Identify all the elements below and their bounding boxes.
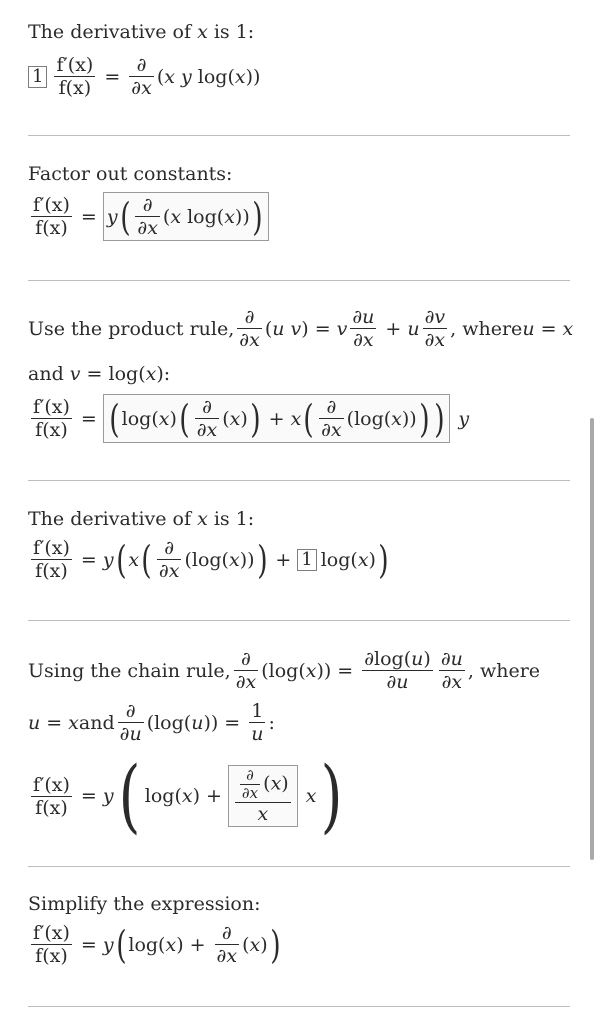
divider	[28, 866, 570, 867]
divider	[28, 620, 570, 621]
step-caption: The derivative of x is 1:	[28, 21, 255, 43]
step-1	[28, 20, 568, 110]
step-number-badge: 1	[297, 549, 316, 571]
step-caption: Factor out constants:	[28, 163, 233, 185]
step-6	[28, 892, 568, 992]
step-equation: $\frac{f'(x)}{f(x)}$ = y ( $\frac{\partial}{\partial x}$ (x log(x)) )	[28, 192, 269, 241]
divider	[28, 480, 570, 481]
step-equation: $\frac{f'(x)}{f(x)}$ = y ( x ( $\frac{\partial}{\partial x}$ (log( x )) ) + 1 log(x) )	[33, 537, 389, 582]
step-number-badge: 1	[28, 66, 47, 88]
step-3	[28, 306, 574, 456]
step-4	[28, 507, 568, 607]
step-caption-line2: u = x and $\frac{\partial}{\partial u}$ (log(u)) = $\frac{1}{u}$ :	[28, 700, 275, 745]
step-equation: $\frac{f'(x)}{f(x)}$ = y ( log( x ) + $\frac{\partial}{\partial x}$ (x) x x )	[33, 749, 343, 842]
step-caption: Use the product rule, $\frac{\partial}{\partial x}$ (u v) = v $\frac{\partial u}{\partial x}$ + u $\frac{\partial v}{\partial x}$ , where u = x	[28, 306, 574, 351]
step-equation: 1 $\frac{f'(x)}{f(x)}$ = $\frac{\partial}{\partial x}$ (x y log(x))	[28, 54, 260, 99]
step-caption: Simplify the expression:	[28, 893, 261, 915]
divider	[28, 135, 570, 136]
step-caption: The derivative of x is 1:	[28, 508, 255, 530]
scrollbar[interactable]	[590, 418, 594, 860]
step-equation: $\frac{f'(x)}{f(x)}$ = ( log( x ) ( $\frac{\partial}{\partial x}$ ( x ) ) + x ( $\frac{\partial}{\partial x}$ (log( x )) ) ) y	[33, 396, 470, 441]
step-caption: Using the chain rule, $\frac{\partial}{\partial x}$ (log(x)) = $\frac{\partial\log(u)}{\partial u}$ $\frac{\partial u}{\partial x}$ , where	[28, 648, 541, 693]
step-equation: $\frac{f'(x)}{f(x)}$ = y ( log( x ) + $\frac{\partial}{\partial x}$ ( x ) )	[33, 922, 281, 967]
divider	[28, 1006, 570, 1007]
step-5	[28, 648, 568, 848]
step-caption-line2: and v = log(x):	[28, 363, 171, 385]
divider	[28, 280, 570, 281]
step-2	[28, 162, 568, 262]
